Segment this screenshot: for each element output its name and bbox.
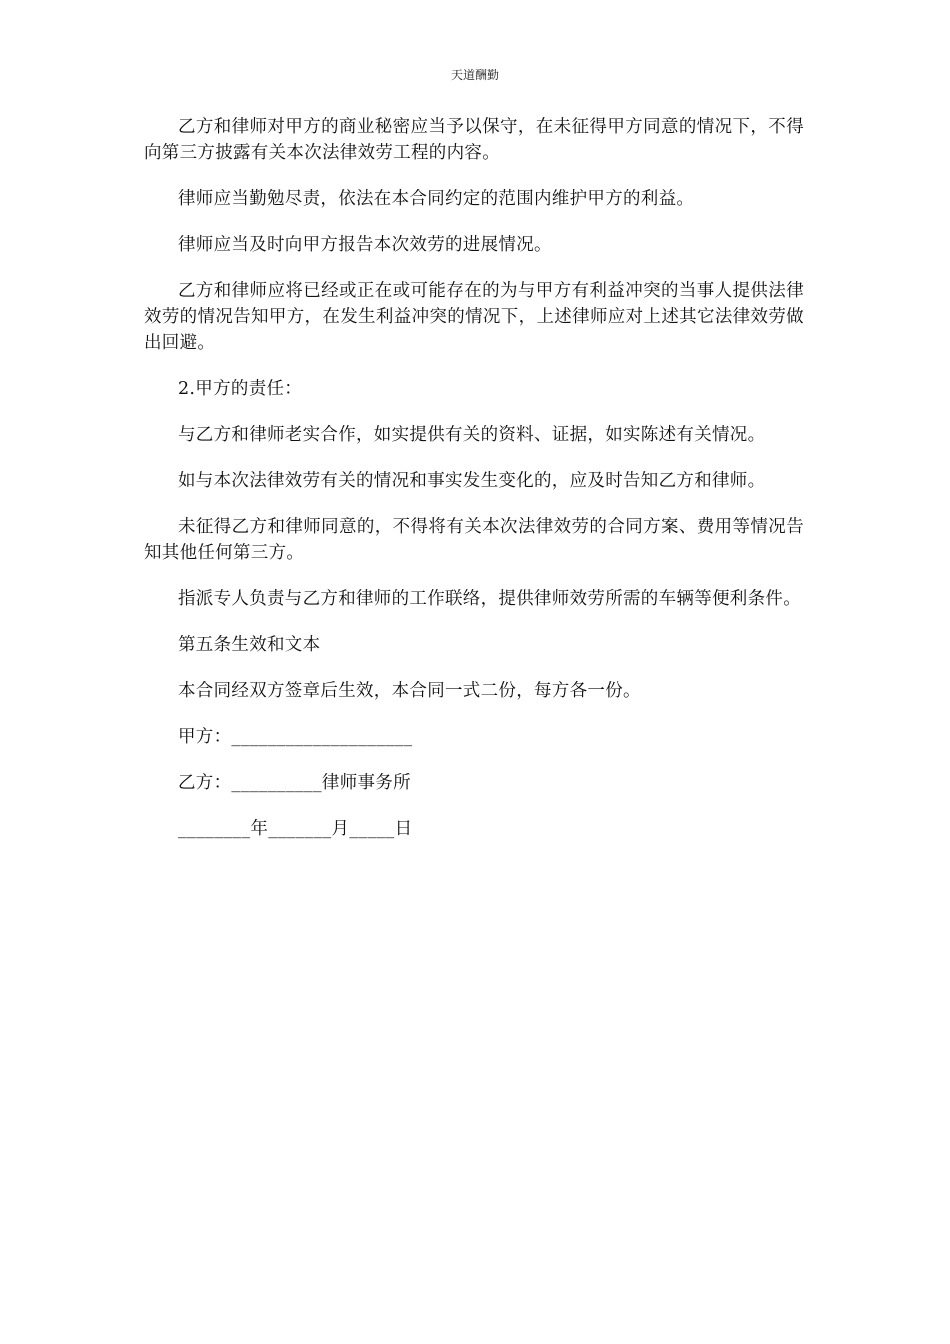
paragraph-conflict-of-interest: 乙方和律师应将已经或正在或可能存在的为与甲方有利益冲突的当事人提供法律效劳的情况告知甲方，在发生利益冲突的情况下，上述律师应对上述其它法律效劳做出回避。 (144, 281, 804, 353)
document-body (144, 114, 804, 862)
signature-date: ________年_______月_____日 (178, 819, 413, 839)
paragraph-liaison: 指派专人负责与乙方和律师的工作联络，提供律师效劳所需的车辆等便利条件。 (178, 589, 801, 609)
paragraph-diligence: 律师应当勤勉尽责，依法在本合同约定的范围内维护甲方的利益。 (178, 189, 695, 209)
page-header: 天道酬勤 (450, 68, 499, 82)
paragraph-copies: 本合同经双方签章后生效，本合同一式二份，每方各一份。 (178, 681, 641, 701)
paragraph-confidentiality: 乙方和律师对甲方的商业秘密应当予以保守，在未征得甲方同意的情况下，不得向第三方披露有关本次法律效劳工程的内容。 (144, 117, 804, 163)
paragraph-nondisclosure: 未征得乙方和律师同意的，不得将有关本次法律效劳的合同方案、费用等情况告知其他任何第三方。 (144, 517, 804, 563)
section-heading-party-a-duties: 2.甲方的责任： (178, 379, 303, 399)
paragraph-notify-changes: 如与本次法律效劳有关的情况和事实发生变化的，应及时告知乙方和律师。 (178, 471, 766, 491)
signature-party-b: 乙方：__________律师事务所 (178, 773, 411, 793)
paragraph-reporting: 律师应当及时向甲方报告本次效劳的进展情况。 (178, 235, 552, 255)
paragraph-cooperation: 与乙方和律师老实合作，如实提供有关的资料、证据，如实陈述有关情况。 (178, 425, 766, 445)
article-heading-effectiveness: 第五条生效和文本 (178, 635, 321, 655)
signature-party-a: 甲方：____________________ (178, 727, 413, 747)
